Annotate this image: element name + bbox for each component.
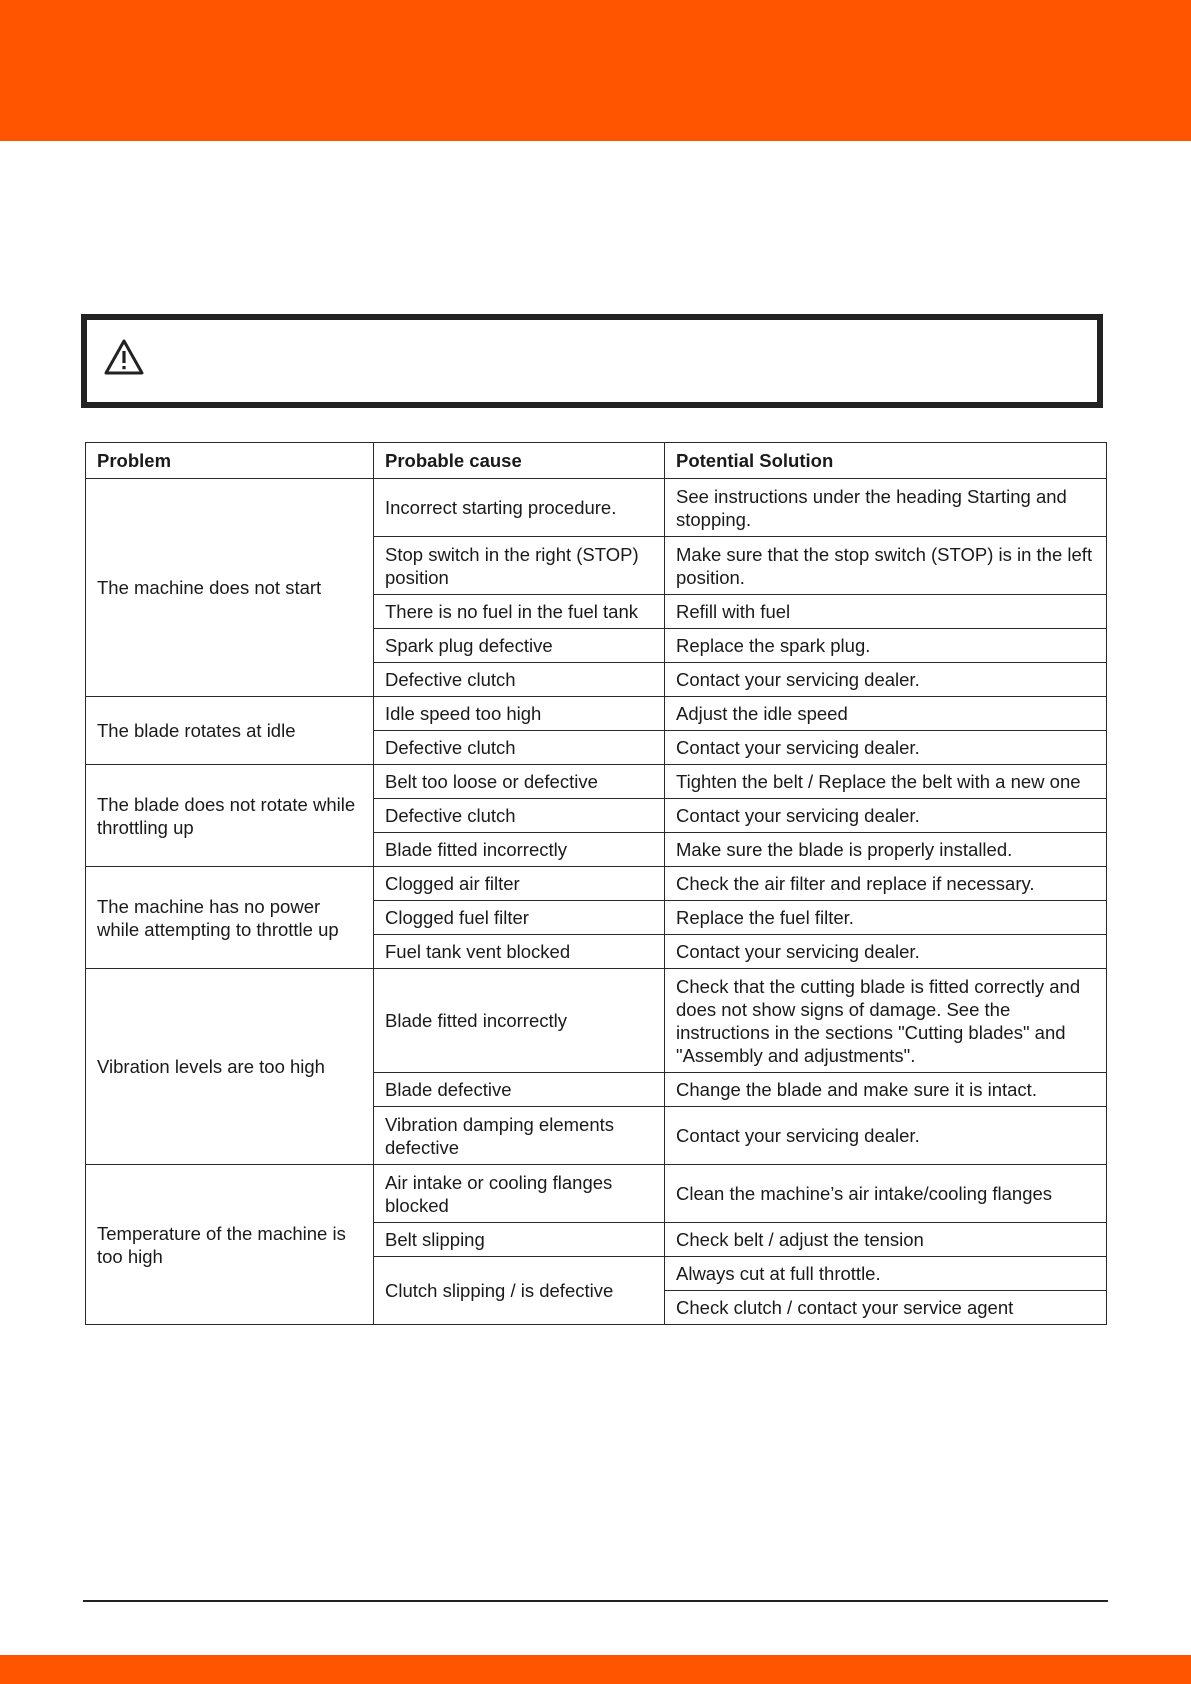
solution-cell: Change the blade and make sure it is intact. (665, 1073, 1107, 1107)
solution-cell: Check clutch / contact your service agent (665, 1291, 1107, 1325)
solution-cell: Check the air filter and replace if necessary. (665, 867, 1107, 901)
solution-cell: Make sure that the stop switch (STOP) is in the left position. (665, 537, 1107, 595)
cause-cell: Blade fitted incorrectly (374, 969, 665, 1073)
cause-cell: Clogged fuel filter (374, 901, 665, 935)
cause-cell: Belt too loose or defective (374, 765, 665, 799)
header-band (0, 0, 1191, 141)
cause-cell: Incorrect starting procedure. (374, 479, 665, 537)
solution-cell: Contact your servicing dealer. (665, 935, 1107, 969)
cause-cell: Clutch slipping / is defective (374, 1257, 665, 1325)
cause-cell: There is no fuel in the fuel tank (374, 595, 665, 629)
table-header-row (86, 443, 1107, 479)
solution-cell: Check belt / adjust the tension (665, 1223, 1107, 1257)
solution-cell: Contact your servicing dealer. (665, 663, 1107, 697)
solution-cell: Refill with fuel (665, 595, 1107, 629)
cause-cell: Blade defective (374, 1073, 665, 1107)
solution-cell: Tighten the belt / Replace the belt with a new one (665, 765, 1107, 799)
problem-cell: The blade does not rotate while throttling up (86, 765, 374, 867)
solution-cell: Contact your servicing dealer. (665, 799, 1107, 833)
problem-cell: Vibration levels are too high (86, 969, 374, 1165)
solution-cell: Replace the spark plug. (665, 629, 1107, 663)
solution-cell: Clean the machine’s air intake/cooling flanges (665, 1165, 1107, 1223)
warning-box (81, 314, 1103, 408)
solution-cell: Contact your servicing dealer. (665, 731, 1107, 765)
solution-cell: Contact your servicing dealer. (665, 1107, 1107, 1165)
solution-cell: Make sure the blade is properly installed. (665, 833, 1107, 867)
cause-cell: Spark plug defective (374, 629, 665, 663)
table-row (86, 479, 1107, 537)
solution-cell: Always cut at full throttle. (665, 1257, 1107, 1291)
cause-cell: Defective clutch (374, 799, 665, 833)
problem-cell: The machine does not start (86, 479, 374, 697)
header-potential-solution: Potential Solution (665, 443, 1107, 479)
cause-cell: Idle speed too high (374, 697, 665, 731)
cause-cell: Belt slipping (374, 1223, 665, 1257)
table-row (86, 765, 1107, 799)
footer-rule (83, 1600, 1108, 1602)
table-row (86, 867, 1107, 901)
problem-cell: The machine has no power while attempting to throttle up (86, 867, 374, 969)
cause-cell: Vibration damping elements defective (374, 1107, 665, 1165)
cause-cell: Clogged air filter (374, 867, 665, 901)
problem-cell: Temperature of the machine is too high (86, 1165, 374, 1325)
warning-triangle-icon (103, 338, 145, 376)
troubleshooting-table (85, 442, 1107, 1325)
problem-cell: The blade rotates at idle (86, 697, 374, 765)
header-problem: Problem (86, 443, 374, 479)
solution-cell: Replace the fuel filter. (665, 901, 1107, 935)
solution-cell: Adjust the idle speed (665, 697, 1107, 731)
table-row (86, 697, 1107, 731)
cause-cell: Defective clutch (374, 731, 665, 765)
cause-cell: Air intake or cooling flanges blocked (374, 1165, 665, 1223)
footer-band (0, 1655, 1191, 1684)
cause-cell: Defective clutch (374, 663, 665, 697)
solution-cell: Check that the cutting blade is fitted correctly and does not show signs of damage. See the instructions in the sections "Cutting blades" and "Assembly and adjustments". (665, 969, 1107, 1073)
header-probable-cause: Probable cause (374, 443, 665, 479)
table-row (86, 1165, 1107, 1223)
cause-cell: Stop switch in the right (STOP) position (374, 537, 665, 595)
cause-cell: Blade fitted incorrectly (374, 833, 665, 867)
cause-cell: Fuel tank vent blocked (374, 935, 665, 969)
solution-cell: See instructions under the heading Starting and stopping. (665, 479, 1107, 537)
table-row (86, 969, 1107, 1073)
